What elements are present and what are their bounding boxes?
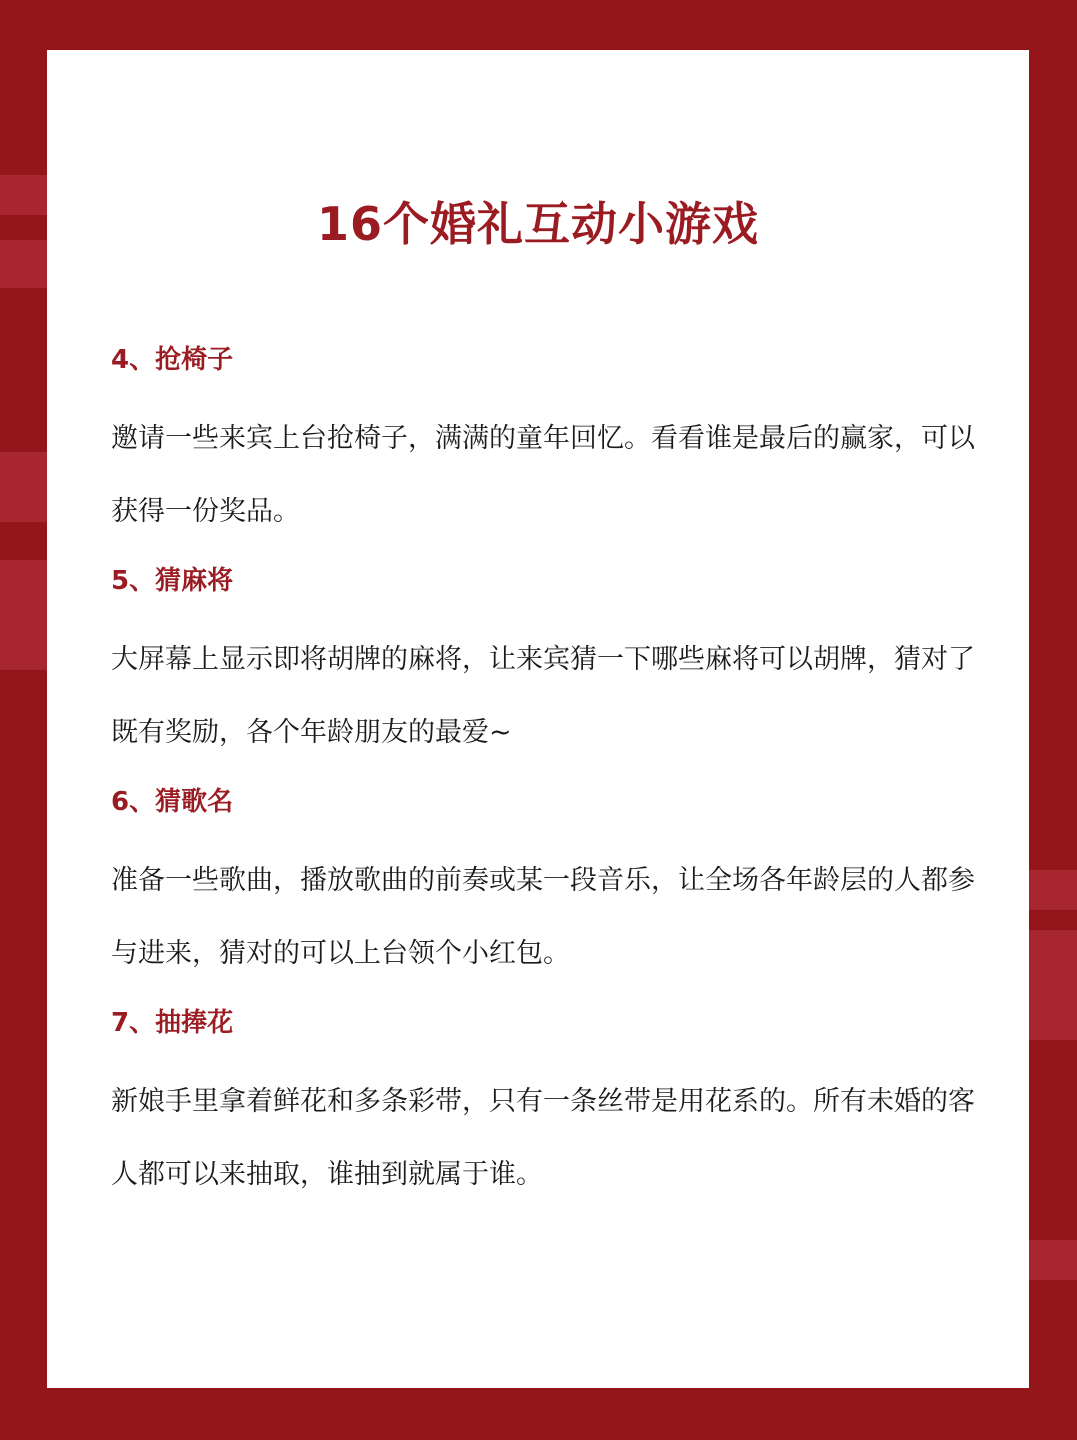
background-stripe — [1029, 930, 1077, 1040]
game-description: 准备一些歌曲，播放歌曲的前奏或某一段音乐，让全场各年龄层的人都参与进来，猜对的可以上台领个小红包。 — [111, 865, 975, 969]
game-section — [111, 782, 981, 990]
game-heading: 4、抢椅子 — [111, 345, 234, 375]
background-stripe — [0, 175, 47, 215]
game-description: 新娘手里拿着鲜花和多条彩带，只有一条丝带是用花系的。所有未婚的客人都可以来抽取，谁抽到就属于谁。 — [111, 1086, 975, 1190]
background-stripe — [1029, 1240, 1077, 1280]
background-stripe — [0, 240, 47, 288]
game-heading: 6、猜歌名 — [111, 787, 234, 817]
game-section — [111, 561, 981, 769]
page-title: 16个婚礼互动小游戏 — [316, 197, 759, 251]
game-description: 大屏幕上显示即将胡牌的麻将，让来宾猜一下哪些麻将可以胡牌，猜对了既有奖励，各个年龄朋友的最爱~ — [111, 644, 975, 748]
game-heading: 7、抽捧花 — [111, 1008, 234, 1038]
game-section — [111, 340, 981, 548]
background-stripe — [1029, 870, 1077, 910]
game-description: 邀请一些来宾上台抢椅子，满满的童年回忆。看看谁是最后的赢家，可以获得一份奖品。 — [111, 423, 975, 527]
game-heading: 5、猜麻将 — [111, 566, 234, 596]
background-stripe — [0, 560, 47, 670]
background-stripe — [0, 452, 47, 522]
content-card — [47, 50, 1029, 1388]
game-section — [111, 1003, 981, 1211]
